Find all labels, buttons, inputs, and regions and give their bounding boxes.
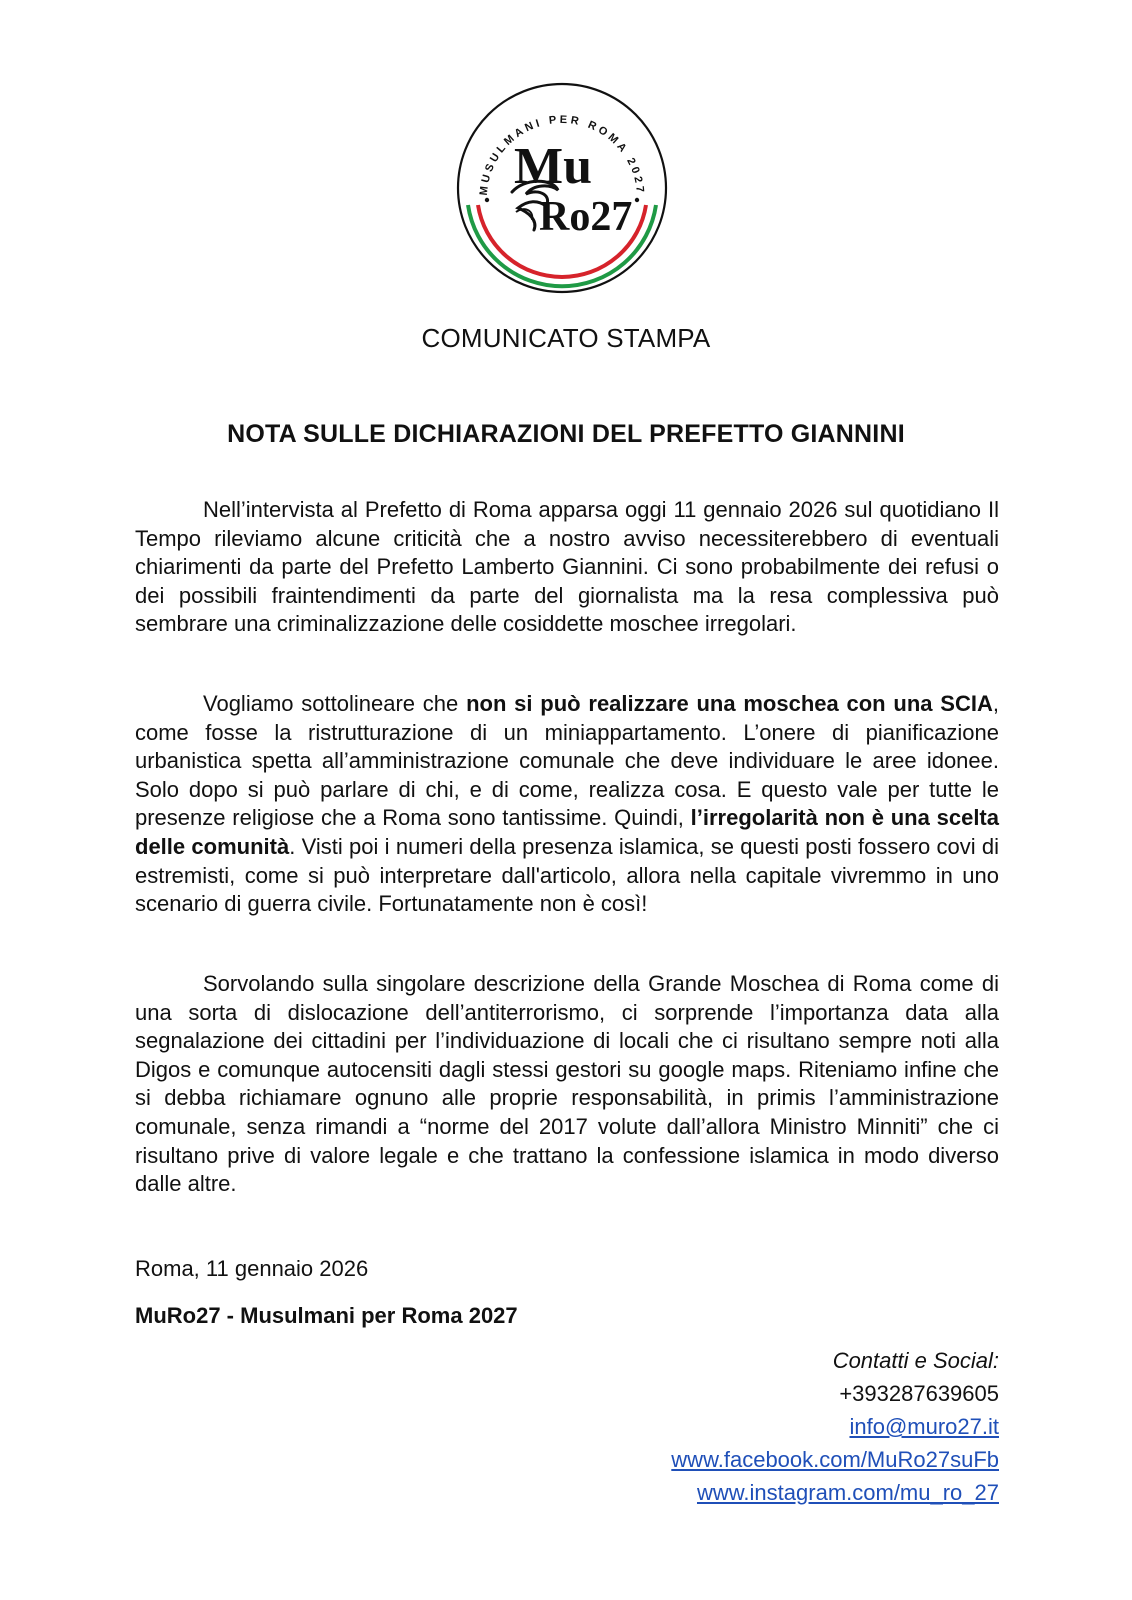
contact-phone: +393287639605 — [839, 1381, 999, 1406]
contacts-title: Contatti e Social: — [832, 1348, 999, 1373]
paragraph-span: . Visti poi i numeri della presenza islamica, se questi posti fossero covi di estremisti, come si può interpretare dall'articolo, allora nella capitale vivremmo in uno scenario di guerra civile. Fortunatamente non è così! — [135, 833, 999, 917]
contacts-block — [671, 1344, 999, 1509]
logo-ring-text: MUSULMANI PER ROMA 2027 — [477, 113, 647, 197]
logo-monogram-bottom: Ro27 — [539, 194, 633, 240]
emphasis-irregolarita: l’irregolarità non è una scelta delle comunità — [135, 805, 999, 859]
emphasis-scia: non si può realizzare una moschea con una SCIA — [466, 691, 993, 716]
body-paragraph-1 — [135, 496, 999, 639]
logo-dot-left — [485, 198, 489, 202]
paragraph-text: Nell’intervista al Prefetto di Roma apparsa oggi 11 gennaio 2026 sul quotidiano Il Tempo rileviamo alcune criticità che a nostro avviso necessiterebbero di eventuali chiarimenti da parte del Prefetto Lamberto Giannini. Ci sono probabilmente dei refusi o dei possibili fraintendimenti da parte del giornalista ma la resa complessiva può sembrare una criminalizzazione delle cosiddette moschee irregolari. — [135, 497, 999, 637]
paragraph-span: Vogliamo sottolineare che — [203, 691, 467, 716]
paragraph-span: , come fosse la ristrutturazione di un miniappartamento. L’onere di pianificazione urbanistica spetta all’amministrazione comunale che deve individuare le aree idonee. Solo dopo si può parlare di chi, e di come, realizza cosa. E questo vale per tutte le presenze religiose che a Roma sono tantissime. Quindi, — [135, 691, 999, 831]
logo-dot-right — [635, 198, 639, 202]
contact-email-link[interactable]: info@muro27.it — [849, 1414, 999, 1439]
body-paragraph-2 — [135, 690, 999, 919]
paragraph-text: Sorvolando sulla singolare descrizione della Grande Moschea di Roma come di una sorta di dislocazione dell’antiterrorismo, ci sorprende l’importanza data alla segnalazione dei cittadini per l’individuazione di locali che ci risultano sempre noti alla Digos e comunque autocensiti dagli stessi gestori su google maps. Riteniamo infine che si debba richiamare ognuno alle proprie responsabilità, in primis l’amministrazione comunale, senza rimandi a “norme del 2017 volute dall’allora Ministro Minniti” che ci risultano prive di valore legale e che trattano la confessione islamica in modo diverso dalle altre. — [135, 971, 999, 1197]
instagram-link[interactable]: www.instagram.com/mu_ro_27 — [696, 1480, 999, 1505]
page-title: NOTA SULLE DICHIARAZIONI DEL PREFETTO GIANNINI — [227, 420, 905, 448]
facebook-link[interactable]: www.facebook.com/MuRo27suFb — [671, 1447, 999, 1472]
document-type-label: COMUNICATO STAMPA — [421, 323, 711, 353]
signature: MuRo27 - Musulmani per Roma 2027 — [135, 1303, 518, 1328]
paragraph-text — [135, 690, 999, 919]
body-paragraph-3 — [135, 970, 999, 1199]
document-date: Roma, 11 gennaio 2026 — [135, 1256, 369, 1281]
logo-monogram-top: Mu — [514, 138, 592, 195]
muro27-logo — [454, 80, 670, 296]
